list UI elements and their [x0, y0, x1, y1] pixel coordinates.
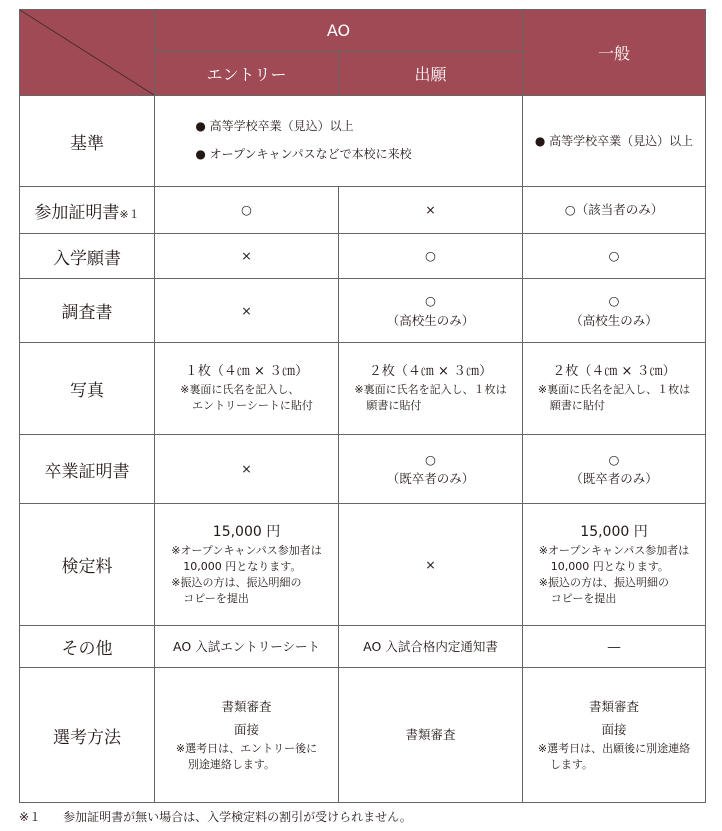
senko-shutsugan-cell: 書類審査	[339, 668, 523, 803]
shashin-ippan-main: ２枚（４㎝ × ３㎝）	[552, 364, 676, 380]
kenteiryo-entry-note-4: コピーを提出	[183, 592, 249, 606]
row-label-sanka	[20, 187, 155, 234]
senko-entry-note-1: ※選考日は、エントリー後に	[175, 742, 318, 756]
kenteiryo-ippan-note-4: コピーを提出	[550, 592, 617, 606]
kenteiryo-ippan-note-2: 10,000 円となります。	[550, 560, 669, 574]
footnote-text: 参加証明書が無い場合は、入学検定料の割引が受けられません。	[63, 810, 412, 824]
footnote-mark: ※１	[19, 810, 42, 824]
admission-requirements-table	[19, 9, 706, 803]
shashin-shutsugan-note-1: ※裏面に氏名を記入し、１枚は	[354, 383, 507, 397]
sonota-shutsugan-cell: AO 入試合格内定通知書	[339, 626, 523, 668]
chosa-ippan-cell	[523, 279, 706, 343]
row-label-nyugaku: 入学願書	[20, 234, 155, 279]
sotsugyo-ippan-note: （既卒者のみ）	[570, 471, 658, 486]
kijun-ao-bullet-1: ● 高等学校卒業（見込）以上	[195, 119, 354, 134]
nyugaku-shutsugan-cell: ○	[339, 234, 523, 279]
kenteiryo-ippan-note-3: ※振込の方は、振込明細の	[538, 576, 669, 590]
header-entry: エントリー	[155, 52, 339, 96]
row-sotsugyo	[20, 435, 706, 504]
shashin-shutsugan-note-2: 願書に貼付	[366, 399, 422, 413]
chosa-ippan-mark: ○	[608, 293, 620, 309]
senko-ippan-1: 書類審査	[589, 699, 640, 715]
kenteiryo-ippan-cell	[523, 504, 706, 626]
header-ippan: 一般	[523, 10, 706, 96]
row-senko	[20, 668, 706, 803]
kijun-ao-cell	[155, 96, 523, 187]
kenteiryo-entry-main: 15,000 円	[212, 523, 281, 540]
row-label-sotsugyo: 卒業証明書	[20, 435, 155, 504]
shashin-entry-cell	[155, 343, 339, 435]
kijun-ippan-cell	[523, 96, 706, 187]
shashin-shutsugan-cell	[339, 343, 523, 435]
kenteiryo-entry-note-2: 10,000 円となります。	[183, 560, 302, 574]
shashin-entry-note-1: ※裏面に氏名を記入し、	[180, 383, 300, 397]
row-label-sanka-text: 参加証明書	[34, 202, 120, 223]
shashin-ippan-note-2: 願書に貼付	[549, 399, 605, 413]
footnote-ref-mark: ※１	[119, 207, 140, 221]
kenteiryo-entry-note-1: ※オープンキャンパス参加者は	[171, 544, 322, 558]
row-label-sonota: その他	[20, 626, 155, 668]
diagonal-line	[20, 10, 154, 95]
kijun-ippan-text: ● 高等学校卒業（見込）以上	[534, 134, 694, 149]
sotsugyo-shutsugan-cell	[339, 435, 523, 504]
row-label-chosa: 調査書	[20, 279, 155, 343]
shashin-shutsugan-main: ２枚（４㎝ × ３㎝）	[368, 364, 493, 380]
sotsugyo-ippan-mark: ○	[608, 451, 620, 467]
shashin-ippan-cell	[523, 343, 706, 435]
row-chosa	[20, 279, 706, 343]
row-label-kenteiryo: 検定料	[20, 504, 155, 626]
chosa-shutsugan-cell	[339, 279, 523, 343]
row-kenteiryo	[20, 504, 706, 626]
chosa-shutsugan-note: （高校生のみ）	[386, 312, 475, 328]
senko-entry-cell	[155, 668, 339, 803]
senko-ippan-note-1: ※選考日は、出願後に別途連絡	[537, 742, 691, 756]
row-label-senko: 選考方法	[20, 668, 155, 803]
row-label-shashin: 写真	[20, 343, 155, 435]
sanka-ippan-cell: ○（該当者のみ）	[523, 187, 706, 234]
kenteiryo-ippan-note-1: ※オープンキャンパス参加者は	[538, 544, 690, 558]
sotsugyo-shutsugan-note: （既卒者のみ）	[386, 471, 475, 486]
kenteiryo-ippan-main: 15,000 円	[580, 523, 648, 540]
shashin-entry-note-2: エントリーシートに貼付	[192, 399, 313, 413]
header-shutsugan: 出願	[339, 52, 523, 96]
kenteiryo-shutsugan-cell: ×	[339, 504, 523, 626]
kenteiryo-entry-cell	[155, 504, 339, 626]
nyugaku-entry-cell: ×	[155, 234, 339, 279]
senko-ippan-note-2: します。	[549, 758, 594, 772]
sonota-entry-cell: AO 入試エントリーシート	[155, 626, 339, 668]
row-sanka	[20, 187, 706, 234]
sanka-shutsugan-cell: ×	[339, 187, 523, 234]
chosa-ippan-note: （高校生のみ）	[570, 312, 658, 328]
kijun-ao-bullet-2: ● オープンキャンパスなどで本校に来校	[195, 147, 412, 161]
senko-ippan-2: 面接	[601, 721, 627, 737]
sanka-entry-cell: ○	[155, 187, 339, 234]
senko-entry-1: 書類審査	[221, 699, 272, 715]
row-shashin	[20, 343, 706, 435]
shashin-ippan-note-1: ※裏面に氏名を記入し、１枚は	[537, 383, 691, 397]
nyugaku-ippan-cell: ○	[523, 234, 706, 279]
row-label-kijun: 基準	[20, 96, 155, 187]
row-nyugaku	[20, 234, 706, 279]
sotsugyo-entry-cell: ×	[155, 435, 339, 504]
header-ao: AO	[155, 10, 523, 52]
senko-ippan-cell	[523, 668, 706, 803]
chosa-shutsugan-mark: ○	[425, 293, 436, 309]
senko-entry-note-2: 別途連絡します。	[187, 758, 276, 772]
row-sonota	[20, 626, 706, 668]
kenteiryo-entry-note-3: ※振込の方は、振込明細の	[171, 576, 302, 590]
sotsugyo-ippan-cell	[523, 435, 706, 504]
sotsugyo-shutsugan-mark: ○	[425, 451, 436, 467]
chosa-entry-cell: ×	[155, 279, 339, 343]
corner-diagonal-cell	[20, 10, 155, 96]
sonota-ippan-cell: ―	[523, 626, 706, 668]
senko-entry-2: 面接	[233, 721, 259, 737]
footnote	[19, 808, 412, 825]
shashin-entry-main: １枚（４㎝ × ３㎝）	[184, 364, 309, 380]
row-kijun	[20, 96, 706, 187]
